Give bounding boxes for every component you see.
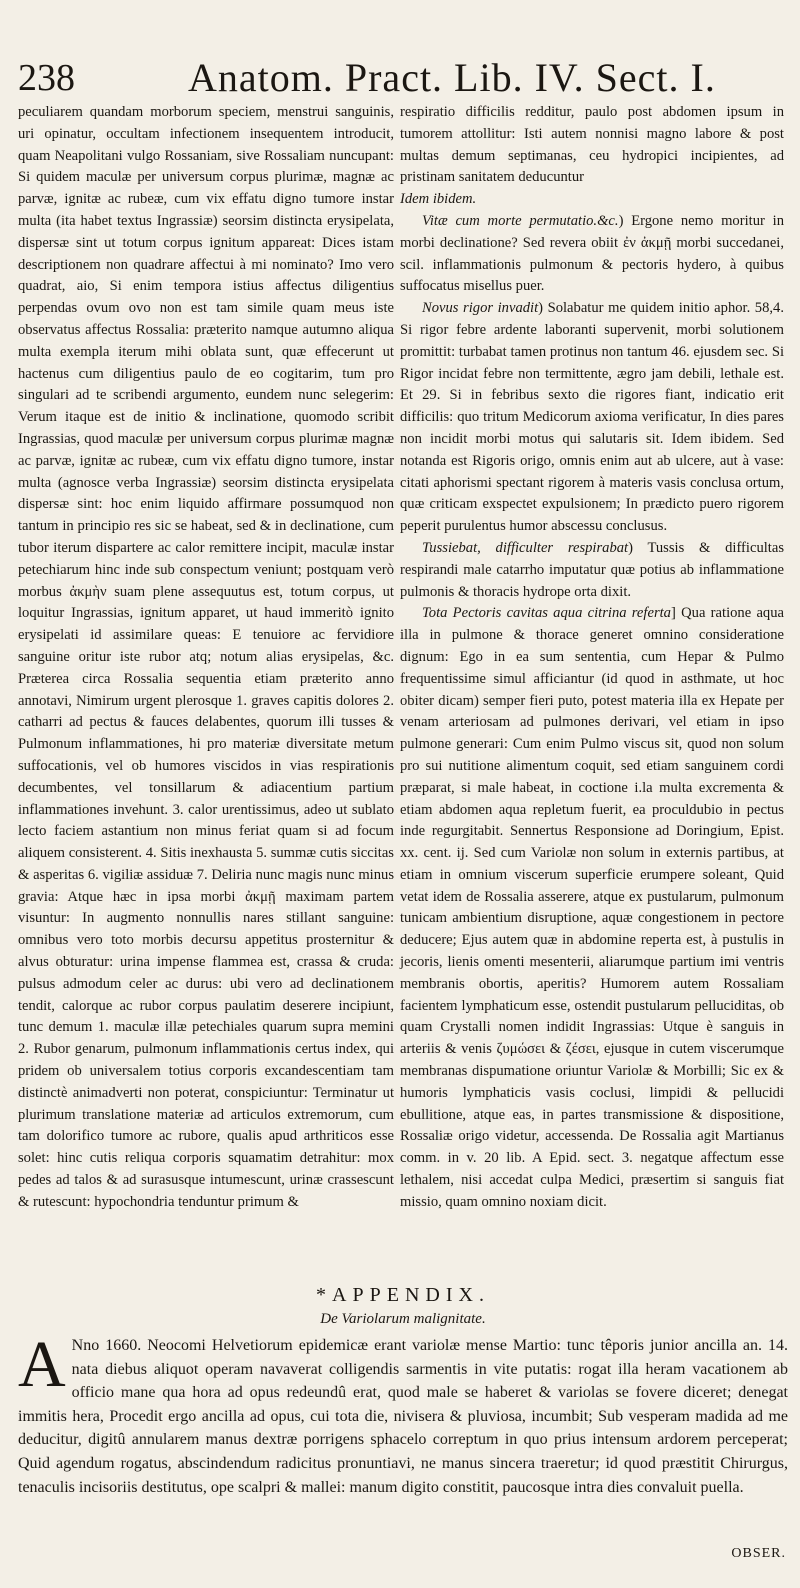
right-paragraph-1: respiratio difficilis redditur, paulo post abdomen ipsum in tumorem attollitur: Isti autem nonnisi magno labore & post multas demum septimanas, ceu hydropici incipientes, ad pristinam sanitatem deducuntur: [400, 104, 784, 186]
right-paragraph-4: [400, 538, 784, 603]
lemma-novus-rigor: Novus rigor invadit: [422, 300, 539, 317]
paragraph-5-text: ] Qua ratione aqua illa in pulmone & thorace generet omnino consideratione dignum: Ego in ea sum sententia, cum Hepar & Pulmo frequentissime simul afficiantur (id quod in asthmate, ut hoc obiter dicam) semper fieri puto, potest materia illa ex Hepate per venam arteriosam ad pulmones derivari, vel etiam in ipso pulmone generari: Cum enim Pulmo viscus sit, quod non solum pro sui nutitione alimentum coquit, sed etiam sanguinem cordi præparat, si male habeat, in coctione i.la multa excrementa & etiam abdomen aqua repletum fuerit, ea proculdubio in pectus inde regurgitabit. Sennertus Responsione ad Doringium, Epist. xx. cent. ij. Sed cum Variolæ non solum in externis partibus, at etiam in omnium viscerum superficie erumpere soleant, Quid vetat idem de Rossalia asserere, atque ex pustularum, pulmonum tunicam ambientium disruptione, aquæ congestionem in pectore deducere; Ejus autem quæ in abdomine reperta est, à pustulis in jecoris, lienis omenti mesenterii, aliarumque partium imi ventris membranis obortis, aperitis? Humorem autem Rossaliam facientem lymphaticum esse, ostendit pustularum pelluciditas, ob quam Crystalli nomen indidit Ingrassias: Utque è sanguis in arteriis & venis ζυμώσει & ζέσει, ejusque in cutem viscerumque membranas dispumatione oriuntur Variolæ & Morbilli; Sic ex & humoris lymphaticis vasis coclusi, limpidi & pellucidi ebullitione, atque eas, in partes transmissione & dispositione, Rossaliæ origo videtur, accessenda. De Rossalia agit Martianus comm. in v. 20 lib. A Epid. sect. 3. negatque affectum esse lethalem, nisi accedat culpa Medici, præsertim si sanguis fiat missio, quam omnino noxiam dicit.: [400, 605, 785, 1210]
appendix-title: *APPENDIX.: [316, 1284, 490, 1306]
left-column: [18, 102, 394, 1214]
drop-cap: A: [18, 1328, 66, 1401]
appendix-subtitle: De Variolarum malignitate.: [320, 1311, 486, 1327]
left-column-text: peculiarem quandam morborum speciem, menstrui sanguinis, uri opinatur, occultam infectionem insequentem introducit, quam Neapolitani vulgo Rossaniam, sive Rossaliam nuncupant: Si quidem maculæ per universum corpus plurimæ, magnæ ac parvæ, ignitæ ac rubeæ, cum vix effatu digno tumore instar multa (ita habet textus Ingrassiæ) seorsim distincta erysipelata, dispersæ sint ut totum corpus ignitum appareat: Dices istam descriptionem non quadrare affectui à mi nominato? Imo vero quadrat, aio, Si enim tempora istius affectus diligentius perpendas ovum ovo non est tam simile quam meus iste observatus affectus Rossalia: præterito namque autumno aliqua multa exempla iterum mihi oblata sunt, quæ effecerunt ut hactenus cum diligentius paulo de eo cogitarim, tum pro singulari ad te scribendi argumento, eundem nunc selegerim: Verum itaque est de initio & inclinatione, quomodo scribit Ingrassias, quod maculæ per universum corpus plurimæ magnæ ac parvæ, ignitæ ac rubeæ, cum vix effatu digno tumore, instar multa (agnosce verba Ingrassiæ) seorsim distincta erysipelata dispersæ sint: hoc enim liquido affirmare possumquod non tantum in principio res sic se habeat, sed & in declinatione, cum tubor iterum dispartere ac calor remittere incipit, maculæ instar petechiarum hinc inde sub conspectum veniunt; postquam verò morbus ἀκμὴν suam plene assequutus est, totum corpus, ut loquitur Ingrassias, ignitum apparet, ut haud immeritò ignito erysipelati id assimilare queas: E tenuiore ac fervidiore sanguine oritur iste rubor atq; notum alias erysipelas, &c. Præterea circa Rossalia sequentia etiam præterito anno annotavi, Nimirum urgent plerosque 1. graves capitis dolores 2. catharri ad pectus & fauces delabentes, quorum illi tusses & Pulmonum inflammationes, hi pro materiæ diversitate metum suffocationis, vel ob humores viscidos in vias respirationis decumbentes, vel tonsillarum & adiacentium partium inflammationes invehunt. 3. calor urentissimus, adeo ut sublato lecto faciem astantium non minus feriat quam si ad focum aliquem consisterent. 4. Sitis inexhausta 5. summæ cutis siccitas & asperitas 6. vigiliæ assiduæ 7. Deliria nunc magis nunc minus gravia: Atque hæc in ipsa morbi ἀκμῇ maximam partem visuntur: In augmento nonnullis nares stillant sanguine: omnibus vero toto morbis decursu appetitus prosternitur & alvus obturatur: urina impense flammea est, crassa & cruda: pulsus admodum celer ac durus: ubi vero ad declinationem tendit, calorque ac rubor corpus paulatim deserere incipiunt, tunc demum 1. maculæ illæ petechiales quarum supra memini 2. Rubor genarum, pulmonum inflammationis certus index, qui pridem ob universalem totius corporis excandescentiam tam distinctè animadverti non poterat, conspiciuntur: Terminatur ut plurimum translatione materiæ ad articulos extremorum, cum tam dolorifico tumore ac rubore, qualis apud arthriticos esse solet: hinc cutis reliqua corporis squamatim detrahitur: mox pedes ad talos & ad surasusque intumescunt, urinæ crassescunt & rutescunt: hypochondria tenduntur primum &: [18, 104, 394, 1210]
lemma-tussiebat: Tussiebat, difficulter respirabat: [422, 539, 629, 556]
appendix-body: [18, 1328, 788, 1499]
right-paragraph-3: [400, 298, 784, 538]
running-title: Anatom. Pract. Lib. IV. Sect. I.: [188, 55, 716, 100]
lemma-vitae: Vitæ cum morte permutatio.&c.: [422, 212, 619, 229]
paragraph-3-text: ) Solabatur me quidem initio aphor. 58,4. Si rigor febre ardente laboranti supervenit, morbi solutionem promittit: turbabat tamen protinus non tantum 46. ejusdem sec. Si Rigor incidat febre non termittente, ægro jam debili, lethale est. Et 29. Si in febribus sexto die rigores fiant, indicatio erit difficilis: quo tritum Medicorum axioma verificatur, In dies pares non incidit morbi motus qui salutaris sit. Idem ibidem. Sed notanda est Rigoris origo, omnis enim aut ab ulcere, aut à vase: citati aphorismi spectant rigorem à materis vasis conclusa ortum, quæ criticam exspectet expulsionem; In prædicto puero rigorem peperit purulentus humor abscessu conclusus.: [400, 300, 784, 535]
appendix-section: [18, 1282, 788, 1499]
paragraph-4-text: ) Tussis & difficultas respirandi male catarrho imputatur quæ potius ab inflammatione pulmonis & thoracis hydrope orta dixit.: [400, 539, 785, 600]
catchword: OBSER.: [731, 1546, 786, 1561]
paragraph-2-text: ) Ergone nemo moritur in morbi declinatione? Sed revera obiit ἐν ἀκμῇ morbi succedanei, scil. inflammationis pulmonum & pectoris hydero, à quibus suffocatus misellus puer.: [400, 212, 784, 295]
citation-idem-ibidem: Idem ibidem.: [400, 191, 477, 208]
appendix-text: Nno 1660. Neocomi Helvetiorum epidemicæ erant variolæ mense Martio: tunc têporis junior ancilla an. 14. nata diebus aliquot operam navaverat colligendis sarmentis in vite putatis: rogat illa heram vacationem ab officio mane qua hora ad opus redeundû erat, quod male se haberet & variolas se fovere diceret; denegat immitis hera, Procedit ergo ancilla ad opus, cui tota die, nivisera & pluviosa, incumbit; Sub vesperam madida ad me deducitur, digitû annularem manus dextræ porrigens sphacelo correptum in quo prius intensum ardorem perceperat; Quid agendum rogatus, abscindendum radicitus pronuntiavi, ne manus sincera traeretur; id quod præstitit Chirurgus, tenaculis incisoriis destitutus, ope scalpri & mallei: manum digito constitit, paucosque intra dies convaluit puella.: [18, 1337, 788, 1496]
right-paragraph-5: [400, 603, 784, 1213]
right-paragraph-2: [400, 211, 784, 298]
page-header: [18, 50, 778, 110]
lemma-tota-pectoris: Tota Pectoris cavitas aqua citrina referta: [422, 605, 671, 622]
right-column: [400, 102, 784, 1214]
page-number: 238: [18, 57, 75, 99]
